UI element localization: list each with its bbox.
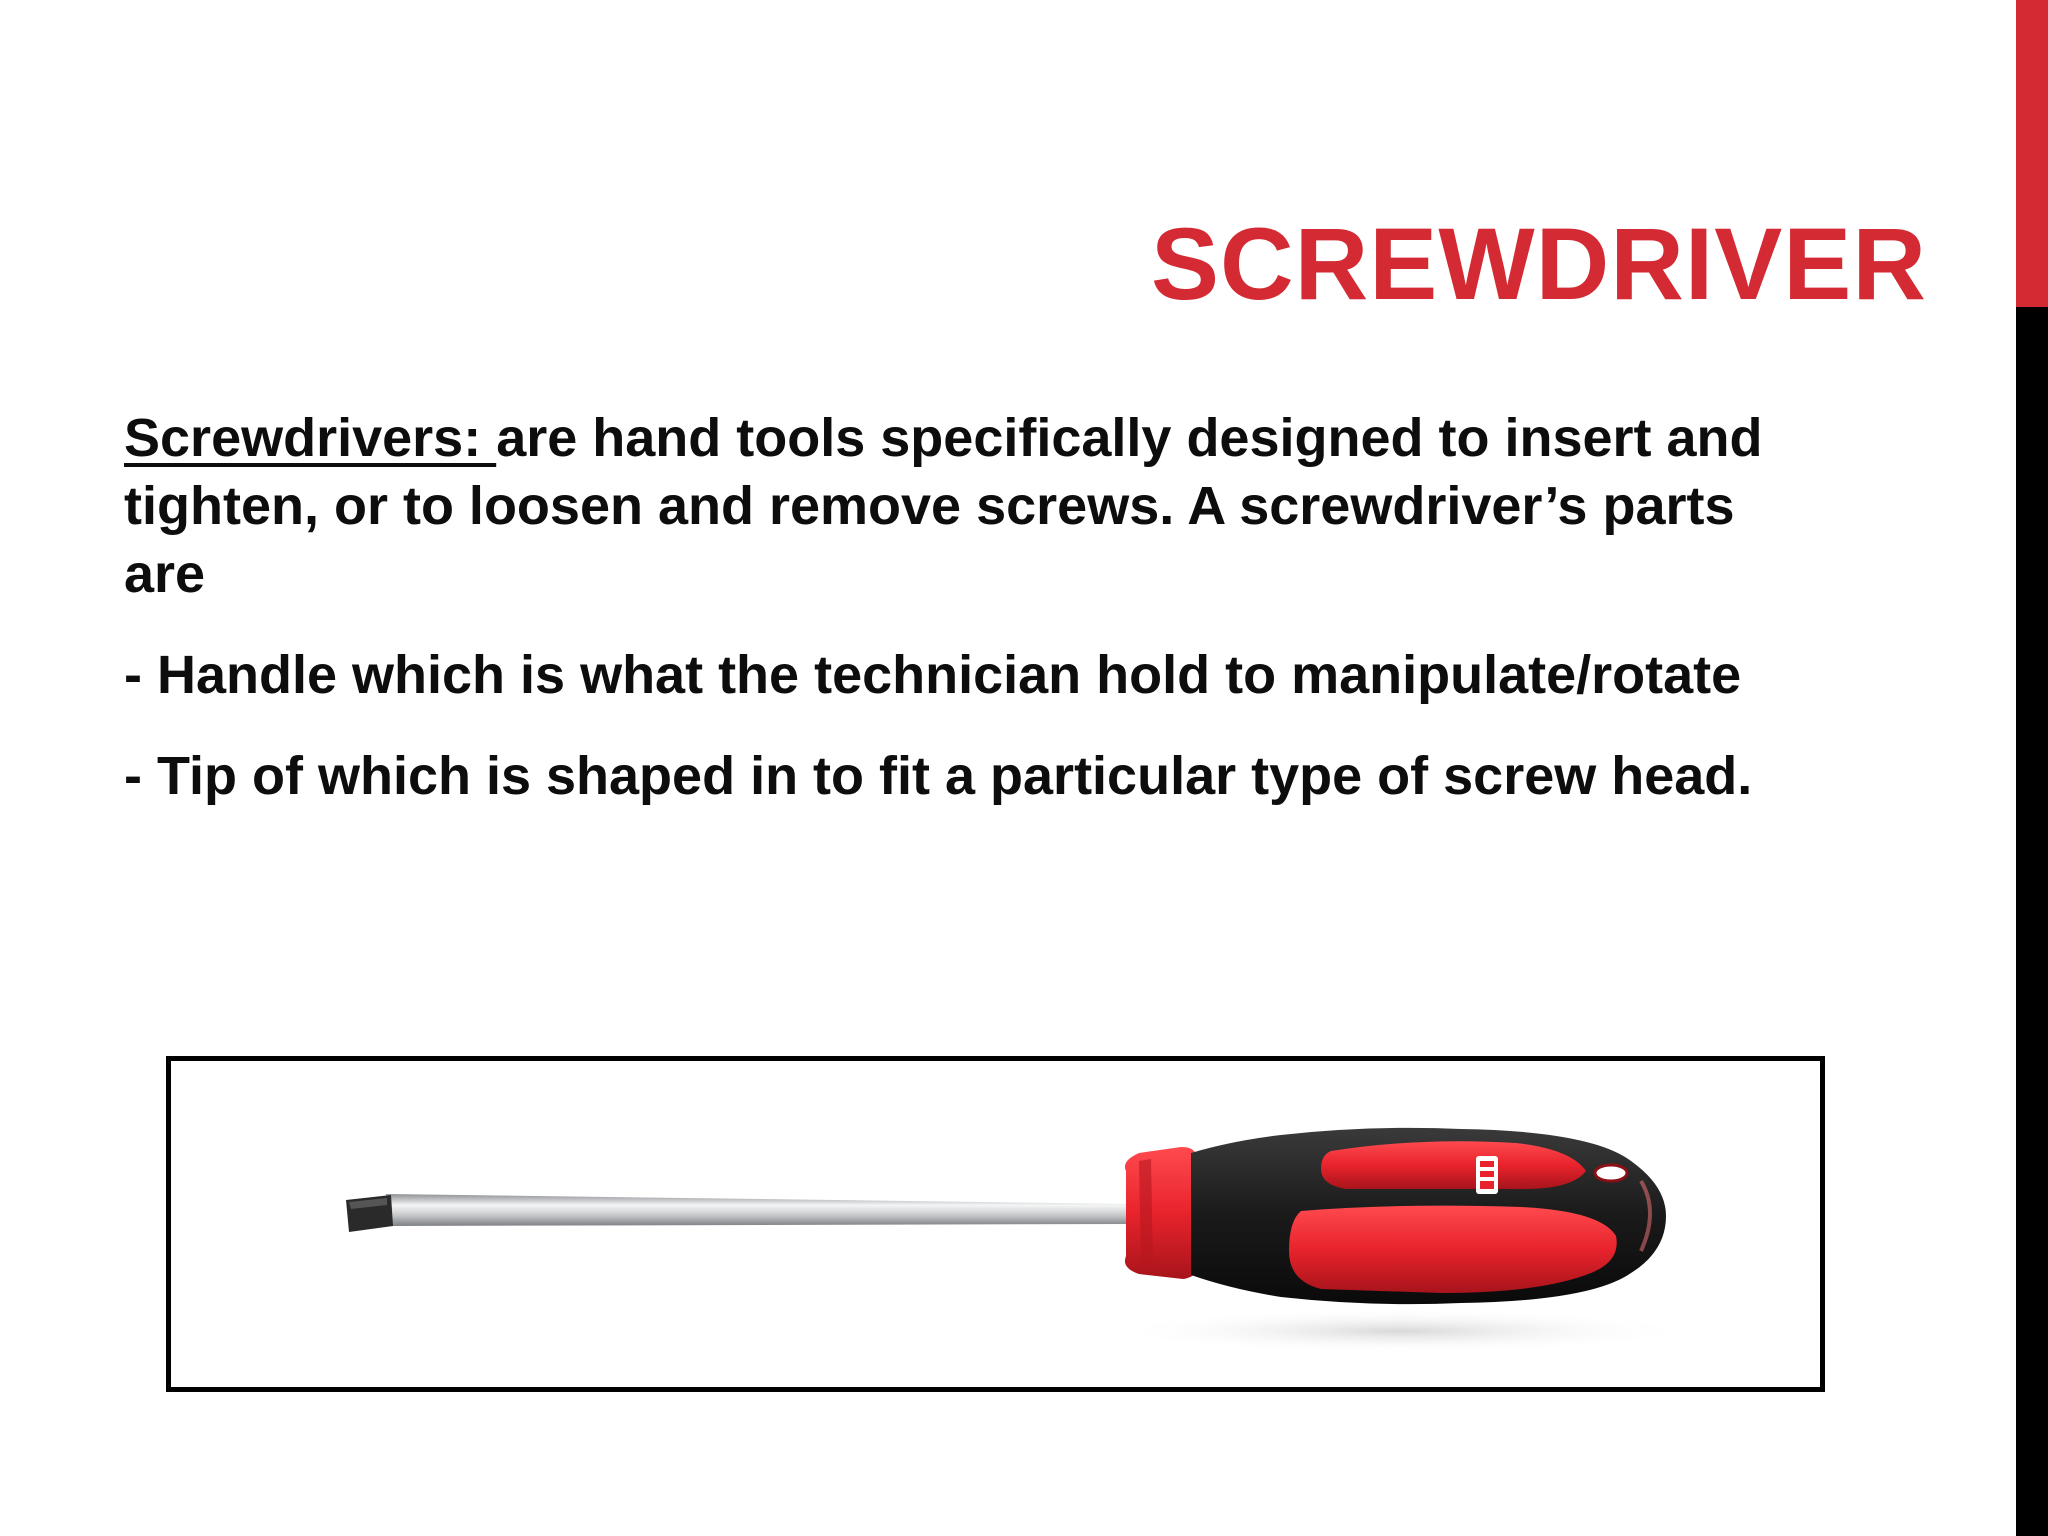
handle-grip-top — [1321, 1141, 1586, 1189]
slide-title: SCREWDRIVER — [1150, 207, 1927, 321]
screwdriver-image — [171, 1061, 1820, 1387]
accent-bar-red — [2016, 0, 2048, 307]
definition-paragraph — [124, 404, 1824, 608]
shaft — [346, 1194, 1131, 1232]
handle-grip-bottom — [1289, 1206, 1617, 1293]
body-text — [124, 404, 1824, 843]
bullet-tip: - Tip of which is shaped in to fit a particular type of screw head. — [124, 746, 1753, 806]
handle-collar — [1125, 1147, 1201, 1279]
screwdriver-image-frame — [166, 1056, 1825, 1392]
brand-logo — [1476, 1156, 1498, 1194]
accent-bar-black — [2016, 307, 2048, 1536]
hang-hole — [1595, 1165, 1627, 1181]
bullet-handle: - Handle which is what the technician hold to manipulate/rotate — [124, 645, 1742, 705]
shadow — [1111, 1309, 1691, 1353]
definition-text: are hand tools specifically designed to insert and tighten, or to loosen and remove screws. A screwdriver’s parts are — [124, 408, 1763, 604]
term-label: Screwdrivers: — [124, 408, 497, 468]
